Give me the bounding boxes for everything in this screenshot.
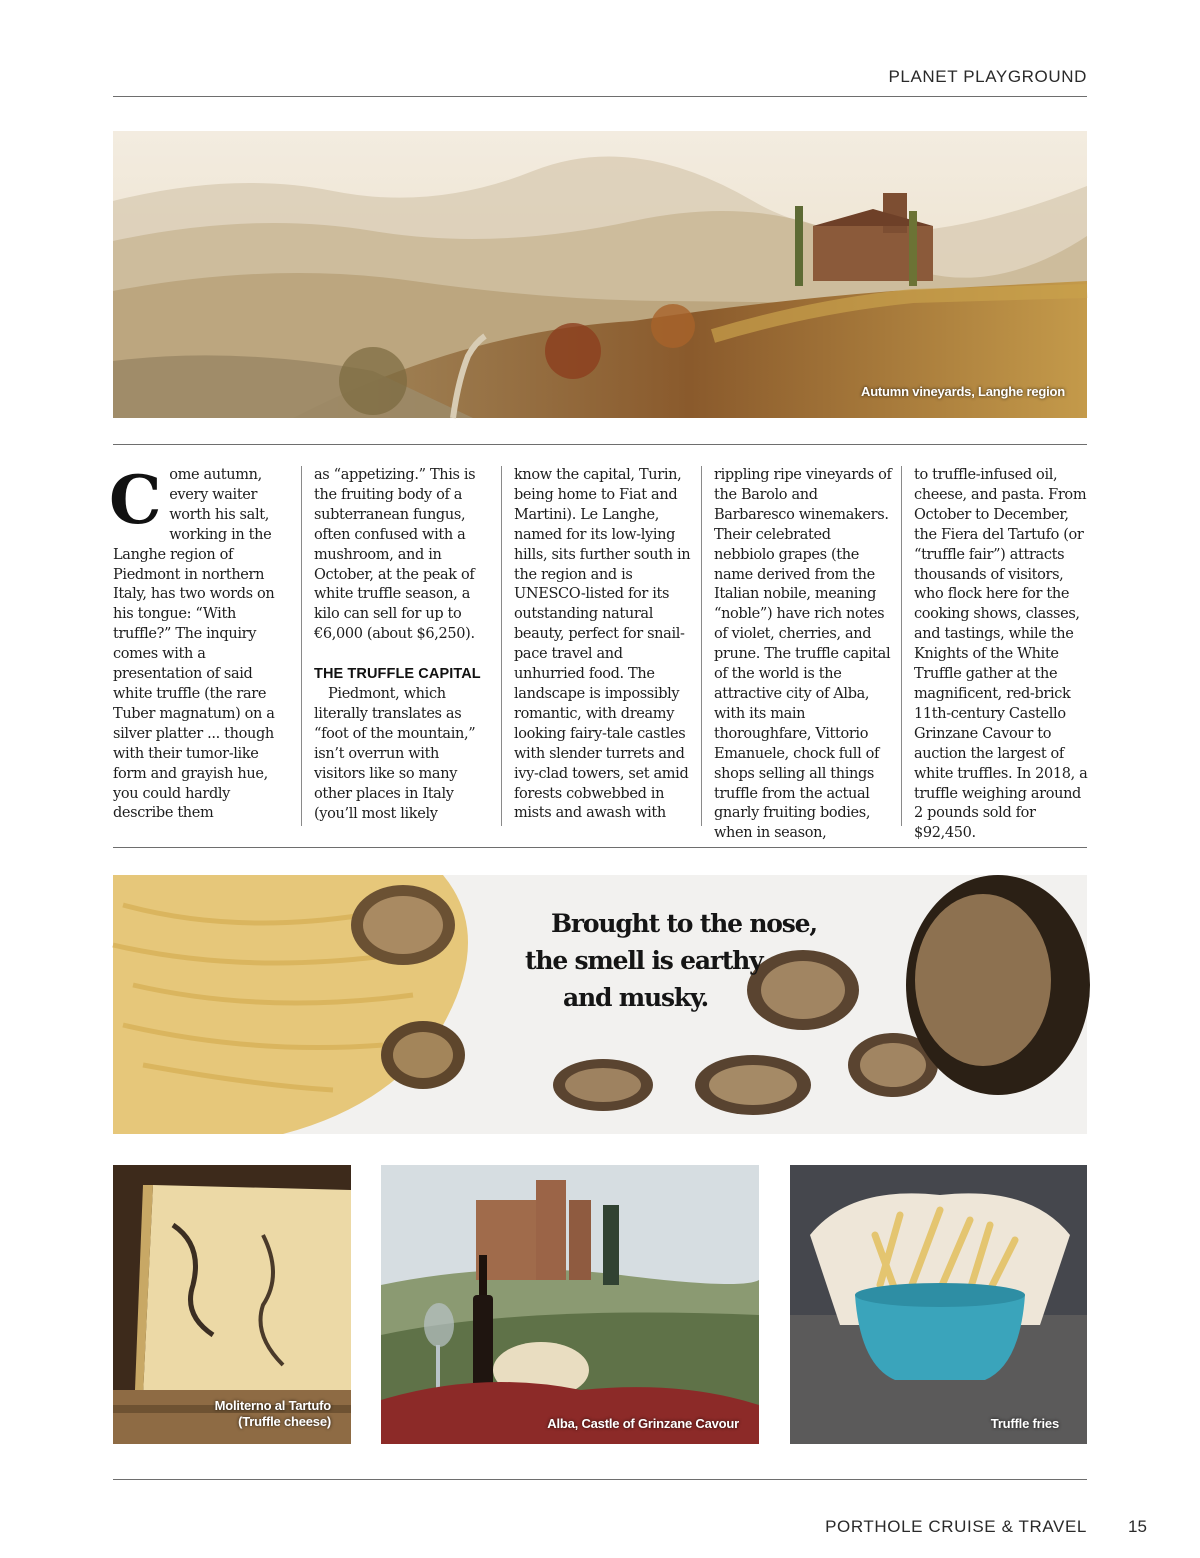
castle-image [381,1165,759,1444]
pull-quote [525,905,845,1016]
cheese-caption [215,1398,331,1430]
column-2-text: as “appetizing.” This is the fruiting body of a subterranean fungus, often confused with a mushroom, and in October, at the peak of white truffle season, a kilo can sell for up to €6,000 (about $6,250). [314,467,476,643]
pull-quote-line-1: Brought to the nose, [551,909,817,938]
article-column-1 [109,461,281,826]
section-label: PLANET PLAYGROUND [888,67,1087,86]
page-number: 15 [1128,1517,1147,1536]
article-column-2 [314,466,492,826]
column-divider [301,466,302,826]
subhead-truffle-capital: THE TRUFFLE CAPITAL [314,666,481,683]
cheese-caption-line-1: Moliterno al Tartufo [214,1398,331,1413]
pull-quote-line-2: the smell is earthy [525,946,763,975]
castle-caption: Alba, Castle of Grinzane Cavour [547,1416,739,1431]
hero-image [113,131,1087,418]
column-2-text-continued: Piedmont, which literally translates as “foot of the mountain,” isn’t overrun with visitors like so many other places in Italy (you’ll most likely [314,686,476,822]
footer-rule [113,1479,1087,1480]
pull-quote-line-3: and musky. [563,983,708,1012]
article-column-3 [514,466,692,826]
column-1-text: ome autumn, every waiter worth his salt, working in the Langhe region of Piedmont in northern Italy, has two words on his tongue: “With truffle?” The inquiry comes with a presentation of said white truffle (the rare Tuber magnatum) on a silver platter ... though with their tumor-like form and grayish hue, you could hardly describe them [113,467,275,822]
article-column-4 [714,466,892,842]
rule-middle [113,847,1087,848]
hero-caption: Autumn vineyards, Langhe region [861,384,1065,399]
column-divider [501,466,502,826]
column-5-text: to truffle-infused oil, cheese, and pasta. From October to December, the Fiera del Tartufo (or “truffle fair”) attracts thousands of visitors, who flock here for the cooking shows, classes, and tastings, while the Knights of the White Truffle gather at the magnificent, red-brick 11th-century Castello Grinzane Cavour to auction the largest of white truffles. In 2018, a truffle weighing around 2 pounds sold for $92,450. [914,467,1088,842]
castle-illustration [381,1165,759,1444]
fries-caption: Truffle fries [990,1416,1059,1431]
drop-cap: C [109,461,162,539]
column-4-text: rippling ripe vineyards of the Barolo and Barbaresco winemakers. Their celebrated nebbiolo grapes (the name derived from the Italian nobile, meaning “noble”) have rich notes of violet, cherries, and prune. The truffle capital of the world is the attractive city of Alba, with its main thoroughfare, Vittorio Emanuele, chock full of shops selling all things truffle from the actual gnarly fruiting bodies, when in season, [714,467,892,842]
column-divider [701,466,702,826]
column-divider [901,466,902,826]
article-column-5 [914,466,1092,842]
fries-image [790,1165,1087,1444]
rule-top [113,444,1087,445]
landscape-illustration [113,131,1087,418]
page-header [113,66,1087,97]
cheese-image [113,1165,351,1444]
publication-name: PORTHOLE CRUISE & TRAVEL [825,1517,1087,1536]
column-3-text: know the capital, Turin, being home to Fiat and Martini). Le Langhe, named for its low-lying hills, sits further south in the region and is UNESCO-listed for its outstanding natural beauty, perfect for snail-pace travel and unhurried food. The landscape is impossibly romantic, with dreamy looking fairy-tale castles with slender turrets and ivy-clad towers, set amid forests cobwebbed in mists and awash with [514,467,691,822]
fries-illustration [790,1165,1087,1444]
cheese-caption-line-2: (Truffle cheese) [238,1414,331,1429]
